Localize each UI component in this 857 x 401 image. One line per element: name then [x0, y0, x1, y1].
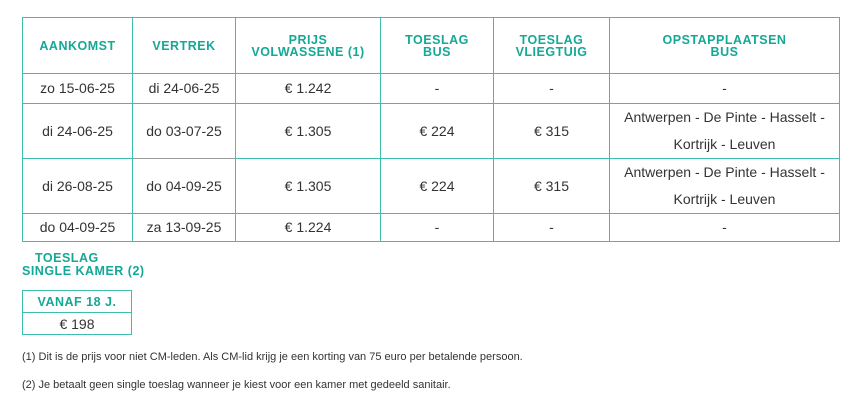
- cell-prijs: € 1.305: [236, 159, 381, 214]
- cell-opstapplaatsen: Antwerpen - De Pinte - Hasselt - Kortrijk - Leuven: [610, 159, 840, 214]
- table-row: [23, 104, 840, 159]
- cell-prijs: € 1.305: [236, 104, 381, 159]
- header-toeslag-vliegtuig: TOESLAG VLIEGTUIG: [494, 18, 610, 74]
- cell-toeslag-vliegtuig: -: [494, 214, 610, 242]
- cell-aankomst: do 04-09-25: [23, 214, 133, 242]
- cell-vertrek: do 04-09-25: [133, 159, 236, 214]
- cell-opstapplaatsen: -: [610, 74, 840, 104]
- cell-vertrek: za 13-09-25: [133, 214, 236, 242]
- cell-aankomst: di 24-06-25: [23, 104, 133, 159]
- single-header: VANAF 18 J.: [23, 291, 132, 313]
- footnote-1: (1) Dit is de prijs voor niet CM-leden. Als CM-lid krijg je een korting van 75 euro per betalende persoon.: [22, 351, 523, 363]
- cell-toeslag-vliegtuig: € 315: [494, 104, 610, 159]
- header-opstapplaatsen: OPSTAPPLAATSEN BUS: [610, 18, 840, 74]
- single-room-table: [22, 290, 132, 335]
- header-aankomst: AANKOMST: [23, 18, 133, 74]
- cell-opstapplaatsen: Antwerpen - De Pinte - Hasselt - Kortrijk - Leuven: [610, 104, 840, 159]
- cell-aankomst: zo 15-06-25: [23, 74, 133, 104]
- cell-toeslag-bus: € 224: [381, 104, 494, 159]
- footnote-2: (2) Je betaalt geen single toeslag wanneer je kiest voor een kamer met gedeeld sanitair.: [22, 379, 451, 391]
- table-row: [23, 74, 840, 104]
- cell-toeslag-bus: -: [381, 74, 494, 104]
- cell-opstapplaatsen: -: [610, 214, 840, 242]
- cell-toeslag-vliegtuig: -: [494, 74, 610, 104]
- table-header-row: [23, 18, 840, 74]
- travel-dates-table: [22, 17, 840, 242]
- table-row: [23, 214, 840, 242]
- cell-toeslag-bus: -: [381, 214, 494, 242]
- cell-vertrek: di 24-06-25: [133, 74, 236, 104]
- table-row: [23, 159, 840, 214]
- header-vertrek: VERTREK: [133, 18, 236, 74]
- cell-toeslag-bus: € 224: [381, 159, 494, 214]
- cell-prijs: € 1.242: [236, 74, 381, 104]
- header-prijs: PRIJS VOLWASSENE (1): [236, 18, 381, 74]
- cell-vertrek: do 03-07-25: [133, 104, 236, 159]
- header-toeslag-bus: TOESLAG BUS: [381, 18, 494, 74]
- single-value: € 198: [23, 313, 132, 335]
- cell-prijs: € 1.224: [236, 214, 381, 242]
- single-room-title: TOESLAG SINGLE KAMER (2): [22, 251, 145, 278]
- cell-aankomst: di 26-08-25: [23, 159, 133, 214]
- cell-toeslag-vliegtuig: € 315: [494, 159, 610, 214]
